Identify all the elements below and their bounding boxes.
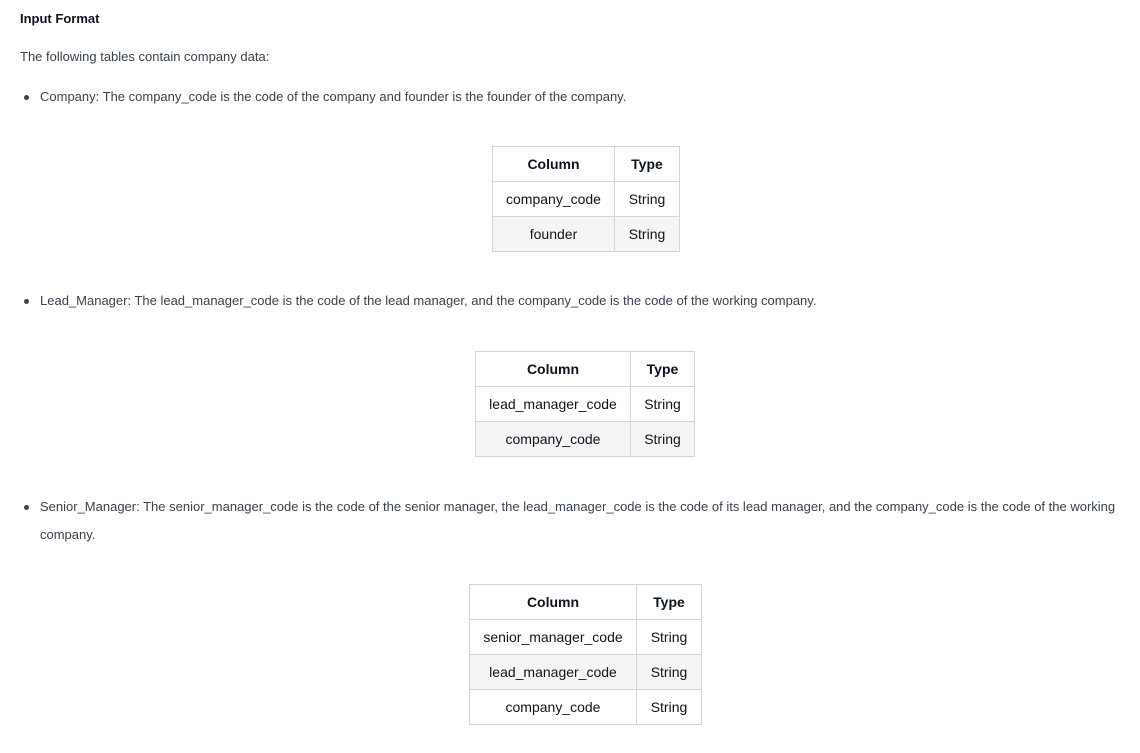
column-type-cell: String [637, 620, 702, 655]
company-table [492, 146, 680, 252]
senior-manager-description: Senior_Manager: The senior_manager_code is the code of the senior manager, the lead_manager_code is the code of its lead manager, and the company_code is the code of the working company. [40, 493, 1120, 549]
type-header: Type [631, 352, 695, 387]
column-header: Column [476, 352, 631, 387]
column-name-cell: company_code [476, 422, 631, 457]
column-type-cell: String [615, 217, 680, 252]
column-name-cell: company_code [470, 690, 637, 725]
type-header: Type [615, 147, 680, 182]
table-row [493, 217, 680, 252]
company-description: Company: The company_code is the code of the company and founder is the founder of the company. [40, 83, 1120, 111]
lead-manager-table [475, 351, 695, 457]
column-name-cell: company_code [493, 182, 615, 217]
table-header-row [470, 585, 702, 620]
lead-manager-description: Lead_Manager: The lead_manager_code is the code of the lead manager, and the company_code is the code of the working company. [40, 287, 1120, 315]
type-header: Type [637, 585, 702, 620]
table-row [470, 620, 702, 655]
column-name-cell: senior_manager_code [470, 620, 637, 655]
column-type-cell: String [631, 422, 695, 457]
senior-manager-table [469, 584, 702, 725]
intro-text: The following tables contain company data: [20, 49, 270, 64]
table-row [493, 182, 680, 217]
column-type-cell: String [631, 387, 695, 422]
column-name-cell: lead_manager_code [476, 387, 631, 422]
table-header-row [476, 352, 695, 387]
column-header: Column [493, 147, 615, 182]
column-name-cell: founder [493, 217, 615, 252]
column-name-cell: lead_manager_code [470, 655, 637, 690]
column-type-cell: String [637, 655, 702, 690]
section-heading: Input Format [20, 11, 100, 26]
table-header-row [493, 147, 680, 182]
table-row [476, 387, 695, 422]
table-row [470, 655, 702, 690]
table-row [470, 690, 702, 725]
column-header: Column [470, 585, 637, 620]
column-type-cell: String [615, 182, 680, 217]
column-type-cell: String [637, 690, 702, 725]
table-row [476, 422, 695, 457]
